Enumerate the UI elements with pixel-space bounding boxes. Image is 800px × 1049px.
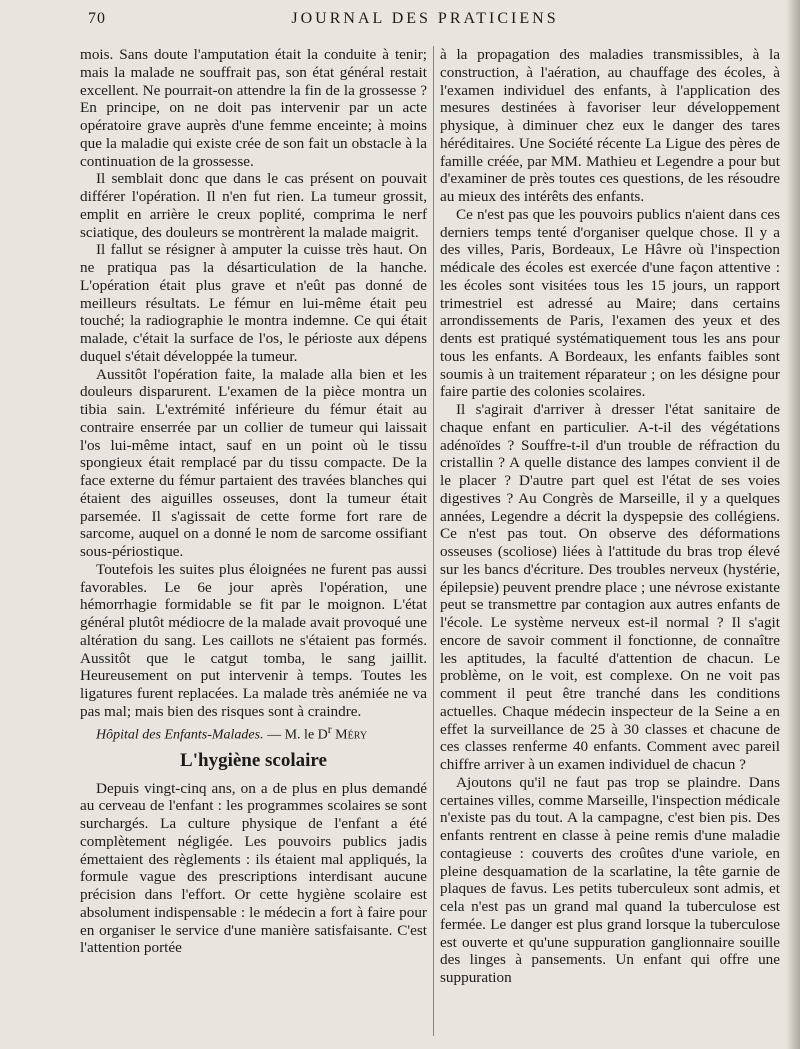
byline-place: Hôpital des Enfants-Malades. [96, 727, 264, 743]
byline-name: Méry [331, 727, 368, 743]
paragraph: à la propagation des maladies transmissibles, à la construction, à l'aération, au chauffage des écoles, à l'examen individuel des enfants, à l'application des mesures destinées à favoriser leur développement physique, à diminuer chez eux le danger des tares héréditaires. Une Société récente La Ligue des pères de famille créée, par MM. Mathieu et Legendre a pour but d'examiner de près toutes ces questions, de les résoudre au mieux des intérêts des enfants. [440, 46, 780, 205]
paragraph: Toutefois les suites plus éloignées ne furent pas aussi favorables. Le 6e jour après l'opération, une hémorrhagie formidable se fit par le moignon. L'état général plutôt médiocre de la malade avait provoqué une altération du sang. Les caillots ne s'étaient pas formés. Aussitôt que le catgut tomba, le sang jaillit. Heureusement on put intervenir à temps. Toutes les ligatures furent replacées. La malade très anémiée ne va pas mal; mais bien des risques sont à craindre. [80, 560, 427, 720]
byline-dash: — M. le D [263, 727, 328, 743]
paragraph: Ajoutons qu'il ne faut pas trop se plaindre. Dans certaines villes, comme Marseille, l'inspection médicale n'existe pas du tout. A la campagne, c'est bien pis. Des enfants rentrent en classe à peine remis d'une maladie contagieuse : couverts des croûtes d'une variole, en pleine desquamation de la scarlatine, la tête garnie de plaques de favus. Les petits tuberculeux sont admis, et cela n'est pas un grand mal quand la tuberculose est fermée. Le danger est plus grand lorsque la tuberculose est ouverte et qu'une suppuration ganglionnaire souille des linges à pansements. Un enfant qui offre une suppuration [440, 773, 780, 986]
running-head: JOURNAL DES PRATICIENS [291, 10, 559, 27]
paragraph: mois. Sans doute l'amputation était la conduite à tenir; mais la malade ne souffrait pas, son état général restait excellent. Ne pourrait-on attendre la fin de la grossesse ? En principe, on ne doit pas intervenir par un acte opératoire grave auprès d'une femme enceinte; à moins que la maladie qui existe crée de son fait un obstacle à la continuation de la grossesse. [80, 46, 427, 170]
paragraph: Depuis vingt-cinq ans, on a de plus en plus demandé au cerveau de l'enfant : les programmes scolaires se sont surchargés. La culture physique de l'enfant a été complètement négligée. Les pouvoirs publics jadis émettaient des règlements : ils étaient mal appliqués, la formule vague des prescriptions interdisant aucune précision dans l'effort. Or cette hygiène scolaire est absolument indispensable : le médecin a fort à faire pour en organiser le service d'une manière satisfaisante. C'est l'attention portée [80, 779, 427, 957]
paragraph: Il semblait donc que dans le cas présent on pouvait différer l'opération. Il n'en fut rien. La tumeur grossit, emplit en arrière le creux poplité, comprima le nerf sciatique, des douleurs se montrèrent la malade maigrit. [80, 170, 427, 241]
paragraph: Il fallut se résigner à amputer la cuisse très haut. On ne pratiqua pas la désarticulation de la hanche. L'opération était plus grave et n'eût pas donné de meilleurs résultats. Le fémur en lui-même était peu touché; la radiographie le montra indemne. Ce qui était malade, c'était la surface de l'os, le périoste aux dépens duquel s'était développée la tumeur. [80, 241, 427, 365]
page-header [60, 10, 790, 36]
page-number: 70 [88, 10, 106, 27]
column-divider [433, 46, 434, 1036]
paragraph: Il s'agirait d'arriver à dresser l'état sanitaire de chaque enfant en particulier. A-t-il des végétations adénoïdes ? Souffre-t-il d'un trouble de réfraction du cristallin ? A quelle distance des lampes convient il de le placer ? D'autre part quel est l'état de ses voies digestives ? Au Congrès de Marseille, il y a quelques années, Legendre a décrit la dyspepsie des collégiens. Ce n'est pas tout. On observe des déformations osseuses (scoliose) liées à l'attitude du bras trop élevé sur les bancs d'écriture. Des troubles nerveux (hystérie, épilepsie) peuvent prendre place ; une névrose existante peut se transmettre par contagion aux autres enfants de l'école. Le système nerveux est-il normal ? Il s'agit encore de savoir comment il fonctionne, de connaître les aptitudes, la faculté d'attention de chacun. Le problème, on le voit, est complexe. On ne voit pas comment il peut être tranché dans les conditions actuelles. Chaque médecin inspecteur de la Seine a en effet la surveillance de 25 à 30 classes et chacune de ces classes renferme 40 enfants. Comment avec pareil chiffre arriver à un examen individuel de chacun ? [440, 401, 780, 773]
paragraph: Ce n'est pas que les pouvoirs publics n'aient dans ces derniers temps tenté d'organiser quelque chose. Il y a des villes, Paris, Bordeaux, Le Hâvre où l'inspection médicale des écoles est exercée d'une façon attentive : les écoles sont visitées tous les 15 jours, un rapport trimestriel est adressé au Maire; dans certains arrondissements de Paris, l'examen des yeux et des dents est pratiqué systématiquement tous les ans pour tous les enfants. A Bordeaux, les enfants faibles sont soumis à un traitement réparateur ; on les désigne pour faire partie des colonies scolaires. [440, 205, 780, 401]
paragraph: Aussitôt l'opération faite, la malade alla bien et les douleurs disparurent. L'examen de la pièce montra un tibia sain. L'extrémité inférieure du fémur était au contraire enserrée par un collier de tumeur qui laissait l'os lui-même intact, sauf en un point où le tissu spongieux était remplacé par du tissu compacte. De la face externe du fémur partaient des travées blanches qui étaient des aiguilles osseuses, dont la tumeur était parsemée. Il s'agissait de cette forme fort rare de sarcome, auquel on a donné le nom de sarcome ossifiant sous-périostique. [80, 365, 427, 560]
article-byline [80, 721, 427, 744]
byline-sup: r [327, 722, 332, 736]
page-edge-shadow [786, 0, 800, 1049]
right-column [440, 46, 780, 987]
section-title: L'hygiène scolaire [180, 749, 327, 771]
left-column [80, 46, 427, 957]
